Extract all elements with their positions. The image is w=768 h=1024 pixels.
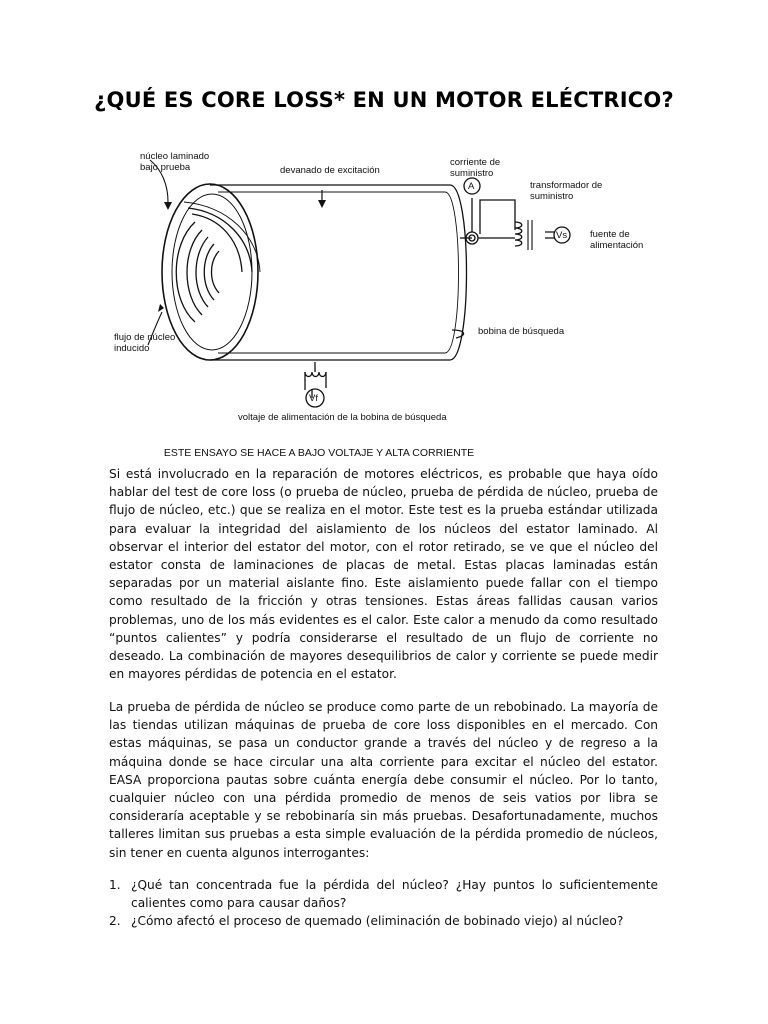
label-flujo-1: flujo de núcleo bbox=[114, 332, 176, 343]
list-item-number: 2. bbox=[109, 914, 121, 929]
list-item-text: ¿Qué tan concentrada fue la pérdida del núcleo? ¿Hay puntos lo suficientemente calientes como para causar daños? bbox=[131, 878, 658, 911]
source-meter-label: Vs bbox=[556, 230, 568, 241]
body-paragraph-2: La prueba de pérdida de núcleo se produce como parte de un rebobinado. La mayoría de las tiendas utilizan máquinas de prueba de core loss disponibles en el mercado. Con estas máquinas, se pasa un conductor grande a través del núcleo y de regreso a la máquina donde se hace circular una alta corriente para excitar el núcleo del estator. EASA proporciona pautas sobre cuánta energía debe consumir el núcleo. Por lo tanto, cualquier núcleo con una pérdida promedio de menos de seis vatios por libra se consideraría aceptable y se rebobinaría sin más pruebas. Desafortunadamente, muchos talleres limitan sus pruebas a esta simple evaluación de la pérdida promedio de núcleos, sin tener en cuenta algunos interrogantes: bbox=[109, 700, 658, 860]
label-corriente-2: suministro bbox=[450, 168, 494, 179]
label-transformador-2: suministro bbox=[530, 191, 574, 202]
search-coil-meter-label: Vf bbox=[309, 393, 318, 404]
figure-caption: ESTE ENSAYO SE HACE A BAJO VOLTAJE Y ALTA CORRIENTE bbox=[163, 447, 475, 459]
label-voltaje: voltaje de alimentación de la bobina de búsqueda bbox=[238, 412, 447, 423]
ammeter-label: A bbox=[468, 181, 475, 192]
body-paragraph-1: Si está involucrado en la reparación de motores eléctricos, es probable que haya oído hablar del test de core loss (o prueba de núcleo, prueba de pérdida de núcleo, prueba de flujo de núcleo, etc.) que se realiza en el motor. Este test es la prueba estándar utilizada para evaluar la integridad del aislamiento de los núcleos del estator laminado. Al observar el interior del estator del motor, con el rotor retirado, se ve que el núcleo del estator consta de laminaciones de placas de metal. Estas placas laminadas están separadas por un material aislante fino. Este aislamiento puede fallar con el tiempo como resultado de la fricción y otras tensiones. Estas áreas fallidas causan varios problemas, uno de los más evidentes es el calor. Este calor a menudo da como resultado “puntos calientes” y podría considerarse el resultado de un flujo de corriente no deseado. La combinación de mayores desequilibrios de calor y corriente se puede medir en mayores pérdidas de potencia en el estator. bbox=[109, 467, 658, 682]
list-item-text: ¿Cómo afectó el proceso de quemado (eliminación de bobinado viejo) al núcleo? bbox=[131, 914, 624, 929]
list-item bbox=[109, 876, 658, 912]
core-loss-test-diagram bbox=[100, 140, 660, 440]
label-nucleo-2: bajo prueba bbox=[140, 162, 191, 173]
page-title: ¿QUÉ ES CORE LOSS* EN UN MOTOR ELÉCTRICO? bbox=[94, 88, 674, 112]
label-nucleo-1: núcleo laminado bbox=[140, 151, 210, 162]
label-flujo-2: inducido bbox=[114, 343, 150, 354]
label-fuente-1: fuente de bbox=[590, 229, 630, 240]
questions-list bbox=[109, 876, 658, 931]
label-bobina: bobina de búsqueda bbox=[478, 326, 565, 337]
label-corriente-1: corriente de bbox=[450, 157, 501, 168]
list-item bbox=[109, 912, 658, 930]
label-devanado: devanado de excitación bbox=[280, 165, 380, 176]
list-item-number: 1. bbox=[109, 878, 121, 892]
label-transformador-1: transformador de bbox=[530, 180, 603, 191]
label-fuente-2: alimentación bbox=[590, 240, 644, 251]
